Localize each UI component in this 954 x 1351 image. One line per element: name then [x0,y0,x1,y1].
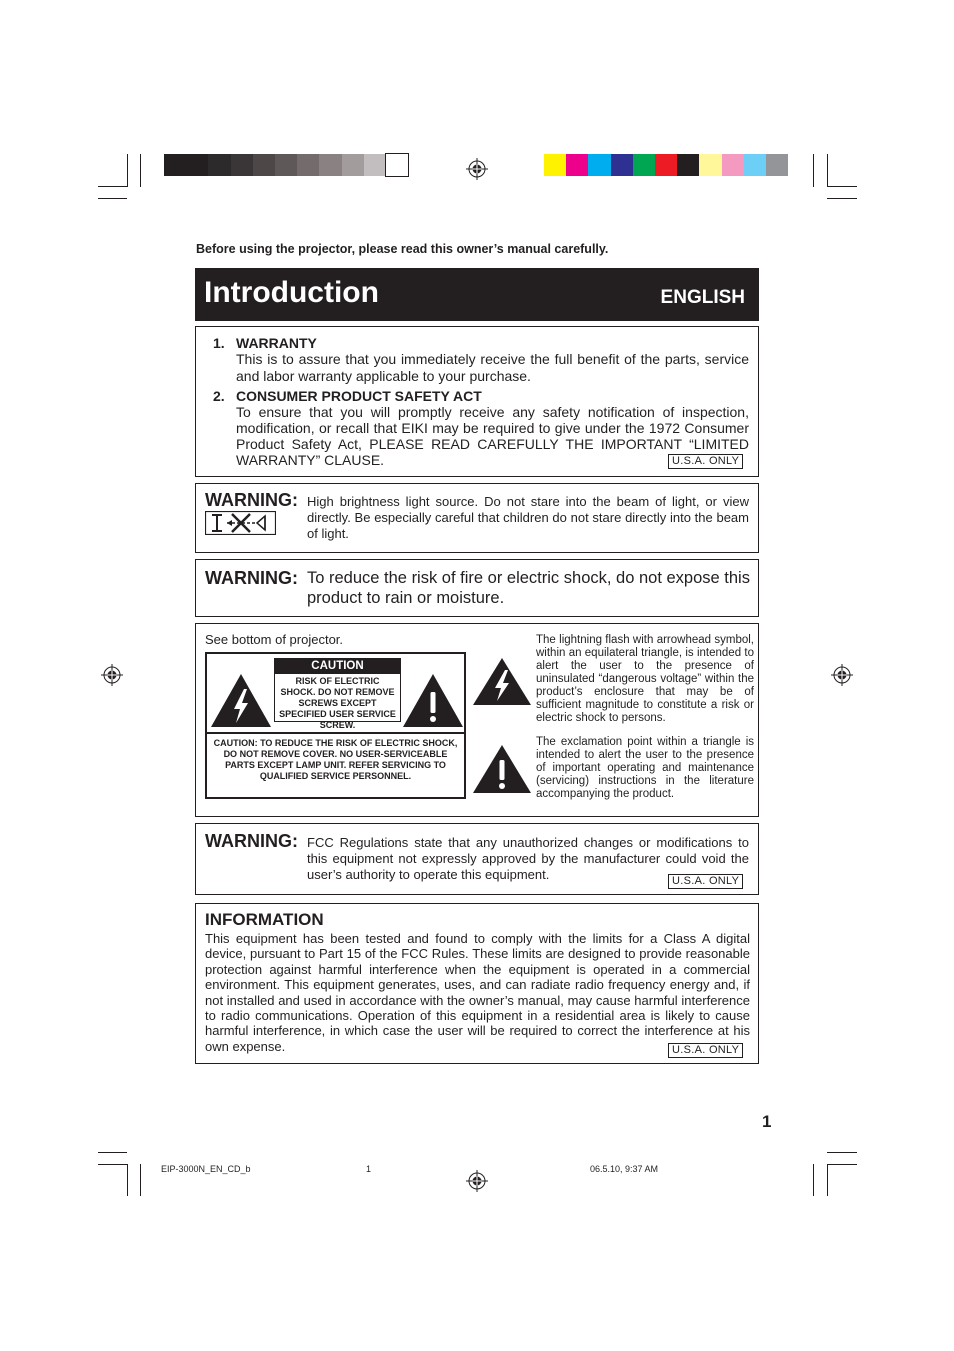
intro-note: Before using the projector, please read this owner’s manual carefully. [196,242,609,256]
warning-fire-text: To reduce the risk of fire or electric shock, do not expose this product to rain or moisture. [307,569,750,607]
warning-light-text: High brightness light source. Do not stare into the beam of light, or view directly. Be especially careful that children do not stare directly into the beam of light. [307,494,749,541]
color-swatch [633,154,655,176]
region-badge: U.S.A. ONLY [668,874,743,889]
warranty-title: WARRANTY [236,335,317,351]
region-badge: U.S.A. ONLY [668,1043,743,1058]
warranty-box [195,326,759,477]
crop-mark [827,198,857,199]
color-swatch [342,154,364,176]
warning-light-box [195,483,759,553]
crop-mark [827,1152,857,1153]
exclamation-symbol-icon [472,744,532,794]
color-swatch [744,154,766,176]
registration-mark-icon [466,158,488,180]
warning-label: WARNING: [205,490,298,510]
item-number: 1. [213,335,225,351]
footer-timestamp: 06.5.10, 9:37 AM [590,1164,659,1174]
color-swatch [297,154,319,176]
registration-mark-icon [831,664,853,686]
color-swatch [386,154,408,176]
region-badge: U.S.A. ONLY [668,454,743,469]
exclamation-warning-icon [402,673,464,728]
color-swatch [164,154,186,176]
information-text: This equipment has been tested and found to comply with the limits for a Class A digital device, pursuant to Part 15 of the FCC Rules. These limits are designed to provide reasonable protection against harmful interference when the equipment is operated in a commercial environment. This equipment generates, uses, and can radiate radio frequency energy and, if not installed and used in accordance with the owner’s manual, may cause harmful interference to radio communications. Operation of this equipment in a residential area is likely to cause harmful interference, in which case the user will be required to correct the interference at his own expense. [205,931,750,1054]
section-header [195,268,759,321]
crop-mark [127,154,128,187]
color-swatch [722,154,744,176]
registration-mark-icon [101,664,123,686]
language-label: ENGLISH [660,287,745,308]
color-swatch [699,154,721,176]
crop-mark [827,186,857,187]
caution-label [205,652,466,799]
lightning-symbol-icon [472,657,532,706]
caution-title: CAUTION [275,659,400,674]
color-swatch [677,154,699,176]
registration-mark-icon [466,1170,488,1192]
caution-divider [207,732,464,734]
crop-mark [98,186,127,187]
lightning-description: The lightning flash with arrowhead symbol, within an equilateral triangle, is intended to alert the user to the presence of uninsulated “dangerous voltage” within the product’s enclosure that may be of sufficient magnitude to constitute a risk or electric shock to persons. [536,634,754,724]
information-title: INFORMATION [205,910,324,929]
footer-page: 1 [366,1164,372,1174]
color-swatch [208,154,230,176]
safety-act-title: CONSUMER PRODUCT SAFETY ACT [236,388,482,404]
warning-label: WARNING: [205,568,298,588]
crop-mark [827,1164,857,1165]
exclamation-description: The exclamation point within a triangle is intended to alert the user to the presence of important operating and maintenance (servicing) instructions in the literature accompanying the product. [536,736,754,800]
crop-mark [813,154,814,187]
color-swatch [364,154,386,176]
color-swatch [319,154,341,176]
crop-mark [827,154,828,187]
page-number: 1 [762,1112,772,1131]
color-swatch [275,154,297,176]
color-swatch [186,154,208,176]
crop-mark [98,1152,127,1153]
warning-fire-box [195,559,759,617]
color-swatch [566,154,588,176]
crop-mark [127,1164,128,1196]
caution-center-box [274,658,401,730]
warning-fcc-text: FCC Regulations state that any unauthorized changes or modifications to this equipment not expressly approved by the manufacturer could void the user’s authority to operate this equipment. [307,835,749,882]
information-box [195,903,759,1064]
color-swatch [655,154,677,176]
footer-file-name: EIP-3000N_EN_CD_b [161,1164,251,1174]
warranty-text: This is to assure that you immediately receive the full benefit of the parts, service and labor warranty applicable to your purchase. [236,351,749,384]
caution-risk-text: RISK OF ELECTRIC SHOCK. DO NOT REMOVE SCREWS EXCEPT SPECIFIED USER SERVICE SCREW. [279,676,396,730]
crop-mark [98,1164,127,1165]
crop-mark [140,1164,141,1196]
do-not-stare-icon [205,511,276,535]
crop-mark [140,154,141,187]
color-swatch [588,154,610,176]
color-swatch [253,154,275,176]
page-title: Introduction [204,276,379,309]
see-bottom-note: See bottom of projector. [205,632,344,647]
crop-mark [98,198,127,199]
lightning-warning-icon [210,673,272,728]
crop-mark [813,1164,814,1196]
warning-fcc-box [195,823,759,895]
color-swatch [544,154,566,176]
crop-mark [827,1164,828,1196]
caution-section [195,623,759,817]
color-swatch [231,154,253,176]
color-swatch [611,154,633,176]
caution-bottom-text: CAUTION: TO REDUCE THE RISK OF ELECTRIC SHOCK, DO NOT REMOVE COVER. NO USER-SERVICEABLE PARTS EXCEPT LAMP UNIT. REFER SERVICING TO QUALIFIED SERVICE PERSONNEL. [213,738,458,781]
safety-act-text: To ensure that you will promptly receive any safety notification of inspection, modification, or recall that EIKI may be required to give under the 1972 Consumer Product Safety Act, PLEASE READ CAREFULLY THE IMPORTANT “LIMITED WARRANTY” CLAUSE. [236,404,749,468]
color-swatch [766,154,788,176]
item-number: 2. [213,388,225,404]
warning-label: WARNING: [205,831,298,851]
